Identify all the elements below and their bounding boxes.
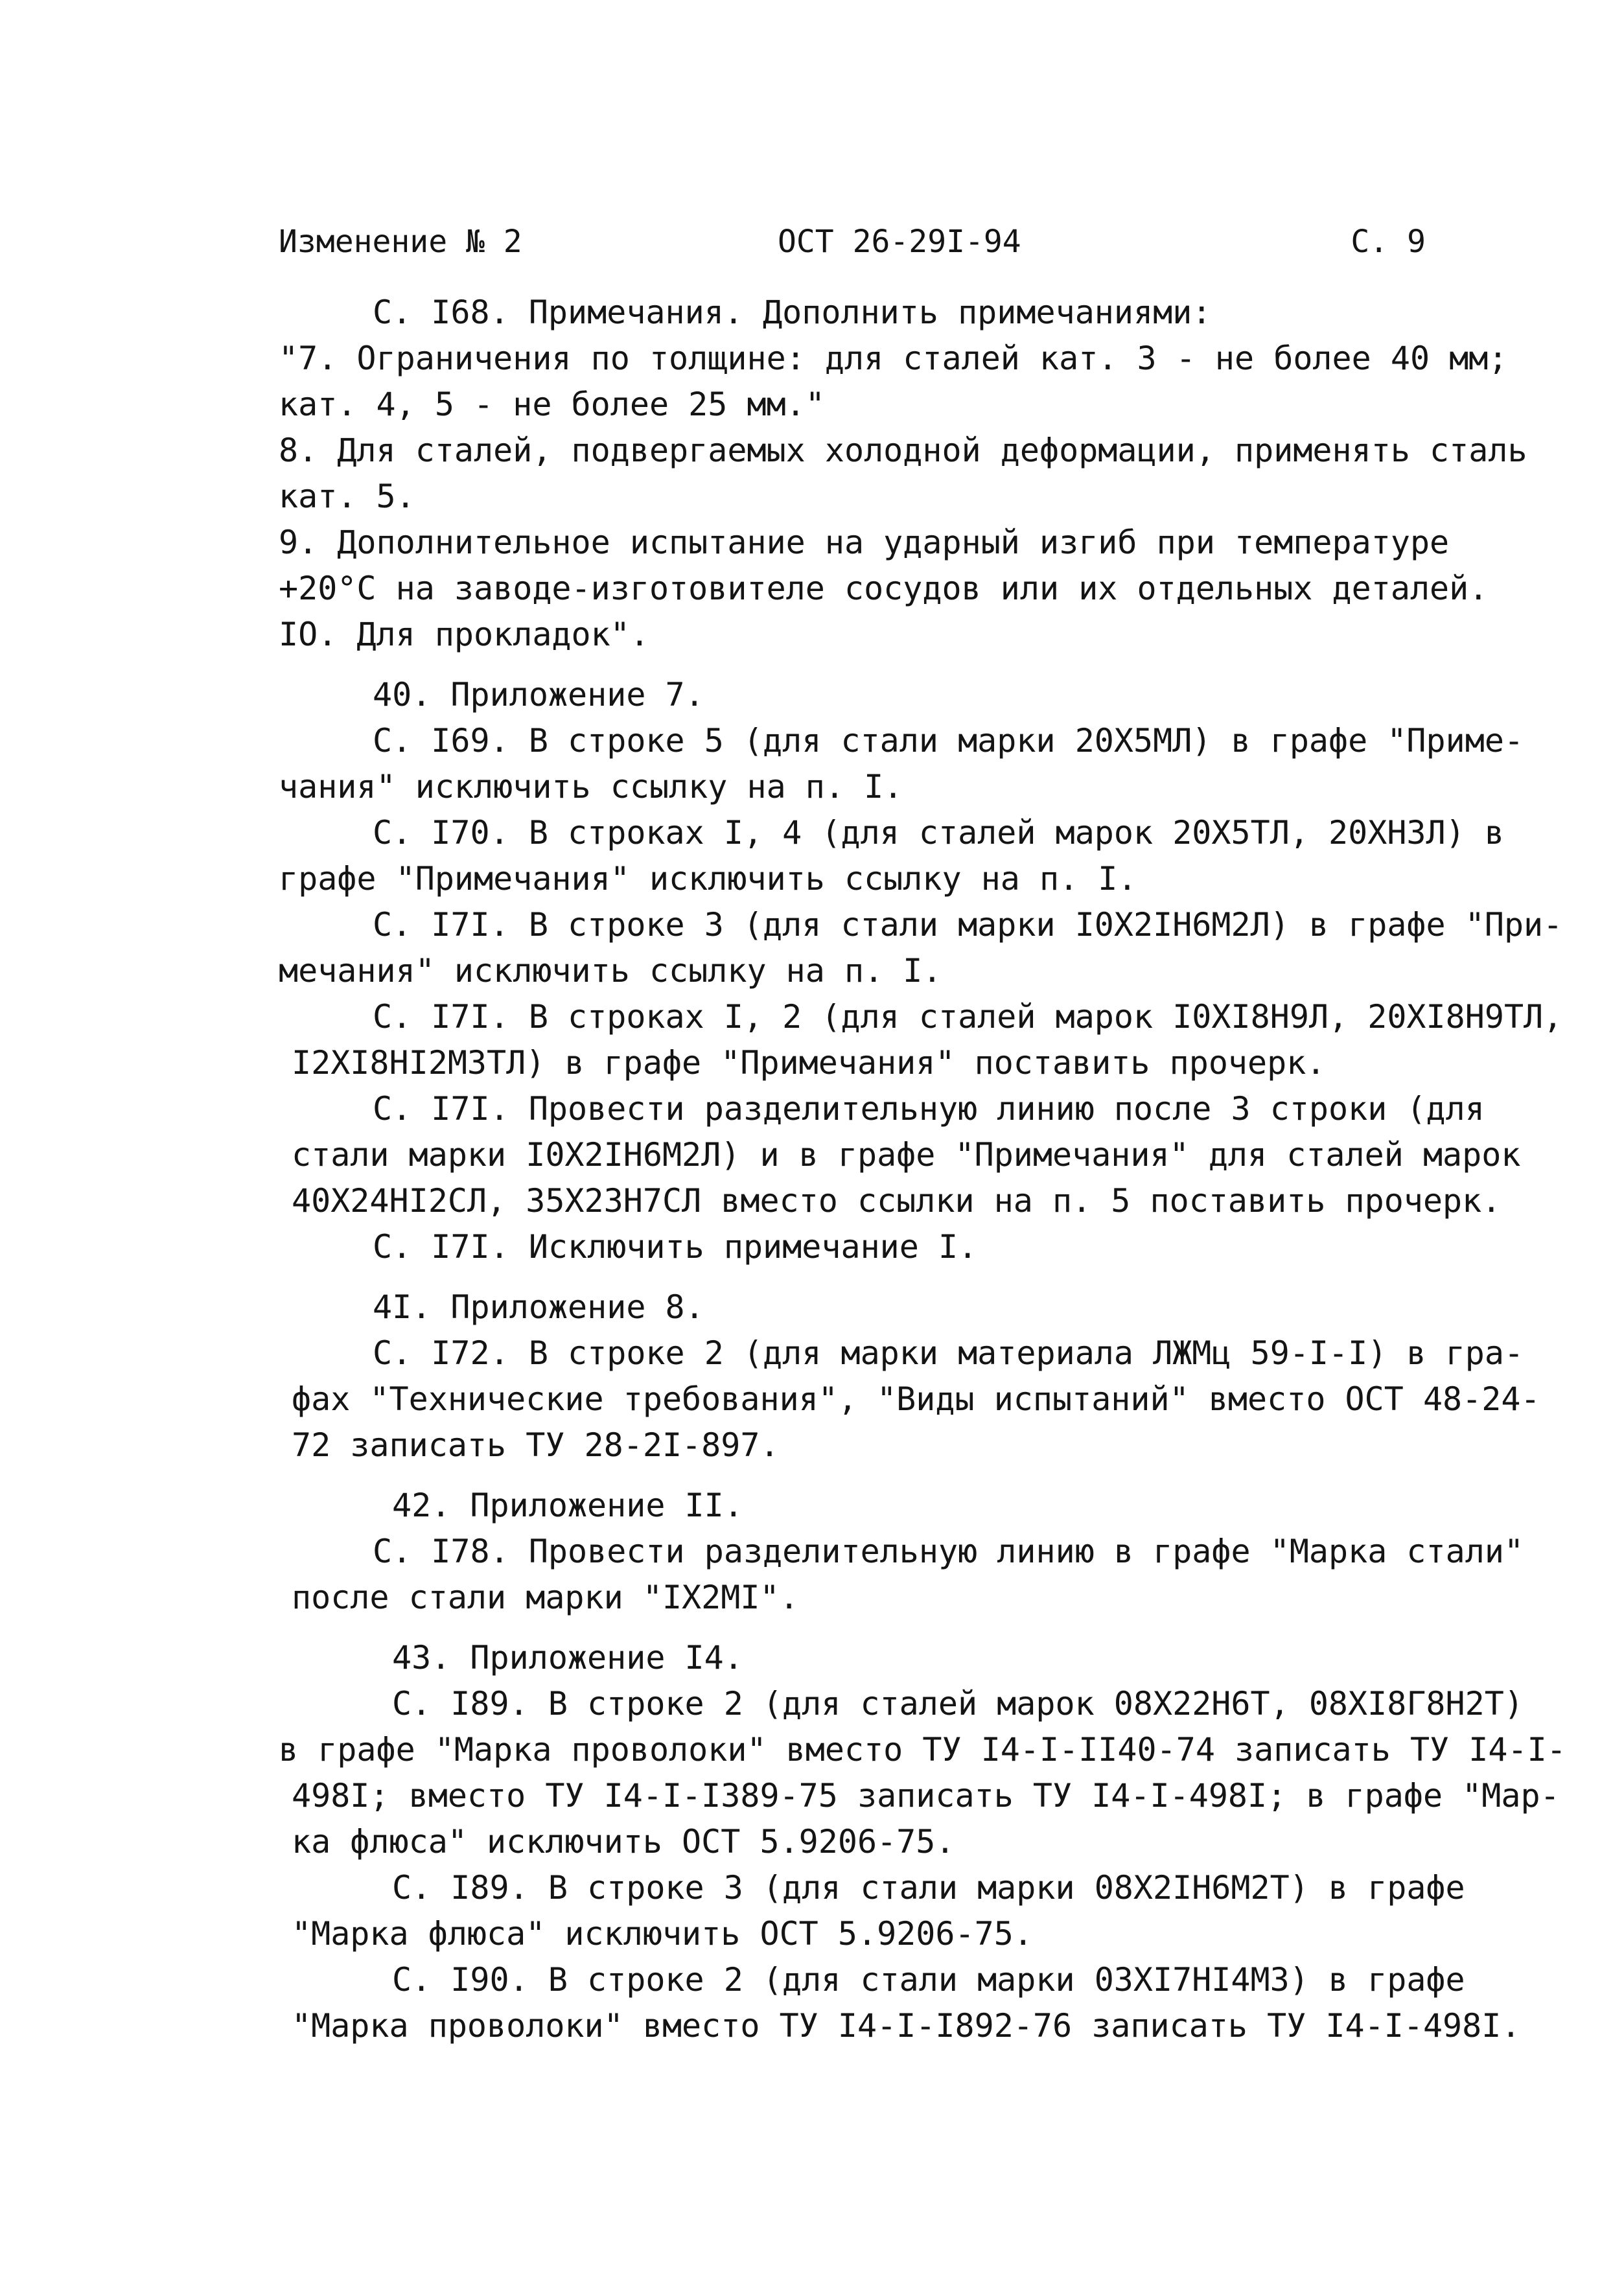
page-number: С. 9: [1351, 224, 1426, 260]
section-heading: 42. Приложение II.: [392, 1487, 743, 1524]
section-heading: 40. Приложение 7.: [373, 676, 704, 713]
text-line: С. I72. В строке 2 (для марки материала ЛЖМц 59-I-I) в гра-: [373, 1334, 1524, 1372]
text-line: после стали марки "IХ2МI".: [292, 1579, 799, 1616]
text-line: IO. Для прокладок".: [279, 616, 649, 653]
text-line: С. I69. В строке 5 (для стали марки 20Х5МЛ) в графе "Приме-: [373, 722, 1524, 760]
text-line: 9. Дополнительное испытание на ударный изгиб при температуре: [279, 524, 1450, 561]
text-line: С. I70. В строках I, 4 (для сталей марок 20Х5ТЛ, 20ХН3Л) в: [373, 814, 1504, 852]
text-line: С. I7I. Исключить примечание I.: [373, 1228, 978, 1266]
text-line: 40Х24НI2СЛ, 35Х23Н7СЛ вместо ссылки на п. 5 поставить прочерк.: [292, 1182, 1502, 1220]
text-line: в графе "Марка проволоки" вместо ТУ I4-I-II40-74 записать ТУ I4-I-: [279, 1731, 1566, 1769]
text-line: "7. Ограничения по толщине: для сталей кат. 3 - не более 40 мм;: [279, 340, 1508, 377]
text-line: 498I; вместо ТУ I4-I-I389-75 записать ТУ I4-I-498I; в графе "Мар-: [292, 1777, 1560, 1815]
page-header: [279, 224, 1426, 282]
text-line: кат. 4, 5 - не более 25 мм.": [279, 386, 825, 423]
text-line: С. I78. Провести разделительную линию в графе "Марка стали": [373, 1533, 1524, 1570]
text-line: "Марка проволоки" вместо ТУ I4-I-I892-76 записать ТУ I4-I-498I.: [292, 2007, 1521, 2045]
text-line: ка флюса" исключить ОСТ 5.9206-75.: [292, 1823, 955, 1861]
section-heading: 4I. Приложение 8.: [373, 1288, 704, 1326]
standard-code: ОСТ 26-29I-94: [778, 224, 1021, 260]
text-line: С. I68. Примечания. Дополнить примечаниями:: [373, 294, 1212, 331]
text-line: кат. 5.: [279, 478, 415, 515]
change-number: Изменение № 2: [279, 224, 522, 260]
text-line: С. I90. В строке 2 (для стали марки 03ХI7НI4М3) в графе: [392, 1961, 1465, 1999]
text-line: 8. Для сталей, подвергаемых холодной деформации, применять сталь: [279, 432, 1527, 469]
text-line: 72 записать ТУ 28-2I-897.: [292, 1426, 780, 1464]
text-line: фах "Технические требования", "Виды испытаний" вместо ОСТ 48-24-: [292, 1380, 1540, 1418]
text-line: С. I89. В строке 2 (для сталей марок 08Х22Н6Т, 08ХI8Г8Н2Т): [392, 1685, 1524, 1722]
section-heading: 43. Приложение I4.: [392, 1639, 743, 1676]
text-line: стали марки I0Х2IН6М2Л) и в графе "Примечания" для сталей марок: [292, 1136, 1521, 1174]
text-line: графе "Примечания" исключить ссылку на п. I.: [279, 860, 1137, 898]
text-line: I2ХI8НI2М3ТЛ) в графе "Примечания" поставить прочерк.: [292, 1044, 1326, 1082]
text-line: С. I7I. В строке 3 (для стали марки I0Х2IН6М2Л) в графе "При-: [373, 906, 1563, 944]
text-line: С. I7I. В строках I, 2 (для сталей марок I0ХI8Н9Л, 20ХI8Н9ТЛ,: [373, 998, 1563, 1036]
text-line: С. I89. В строке 3 (для стали марки 08Х2IН6М2Т) в графе: [392, 1869, 1465, 1907]
text-line: С. I7I. Провести разделительную линию после 3 строки (для: [373, 1090, 1485, 1128]
text-line: "Марка флюса" исключить ОСТ 5.9206-75.: [292, 1915, 1033, 1953]
text-line: чания" исключить ссылку на п. I.: [279, 768, 903, 806]
text-line: +20°С на заводе-изготовителе сосудов или их отдельных деталей.: [279, 570, 1489, 607]
text-line: мечания" исключить ссылку на п. I.: [279, 952, 942, 990]
document-body: [279, 290, 1566, 2049]
